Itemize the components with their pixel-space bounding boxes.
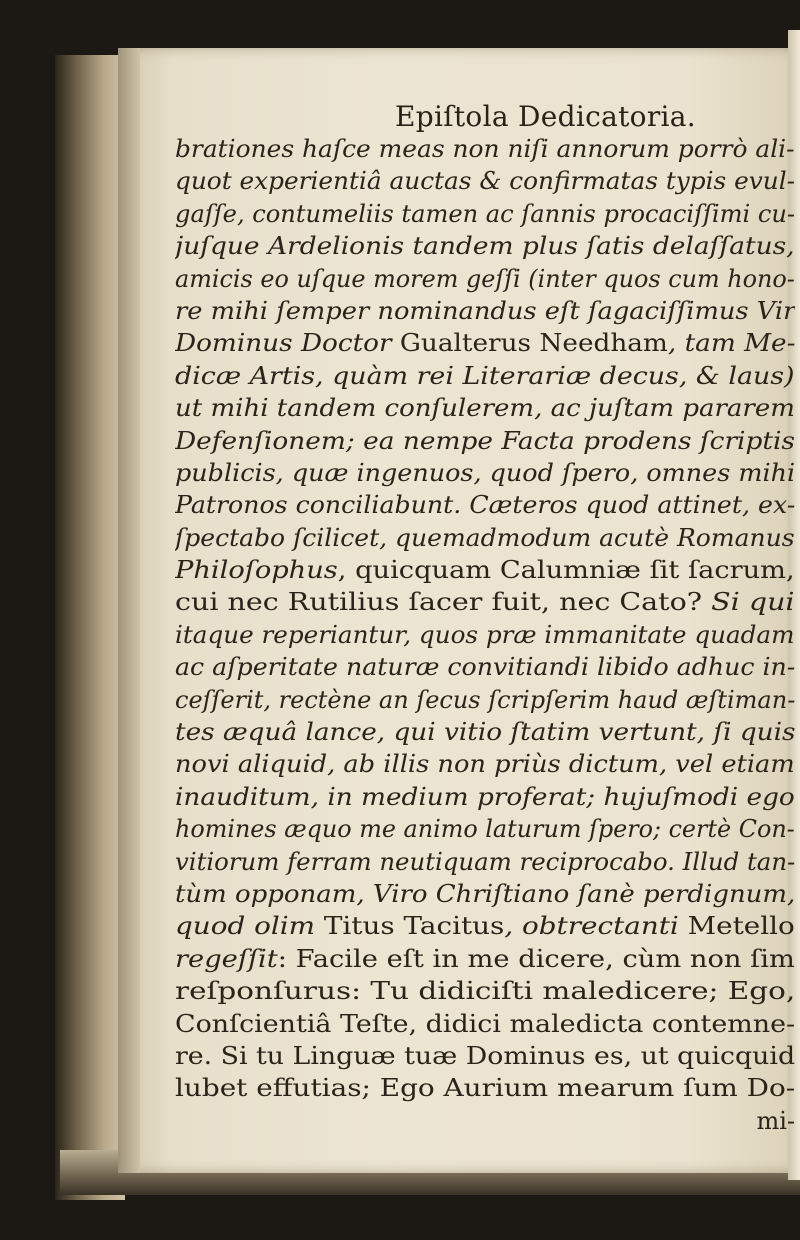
text-line (175, 165, 795, 197)
italic-run: ſpectabo ſcilicet, quemadmodum acutè Romanus (175, 523, 795, 552)
roman-run: Gualterus Needham (399, 329, 668, 358)
text-line (175, 781, 795, 813)
text-line (175, 651, 795, 683)
text-line (175, 1008, 795, 1040)
text-line (175, 619, 795, 651)
text-line (175, 230, 795, 262)
roman-run: cui nec Rutilius ſacer fuit, nec Cato? (175, 588, 712, 617)
italic-run: inauditum, in medium proferat; hujuſmodi ego (175, 782, 795, 811)
italic-run: tes æquâ lance, qui vitio ſtatim vertunt, ſi quis (175, 718, 795, 747)
text-line (175, 133, 795, 165)
italic-run: Defenſionem; ea nempe Facta prodens ſcriptis (175, 426, 795, 455)
text-line (175, 360, 795, 392)
roman-run: Metello (687, 912, 795, 941)
text-line (175, 489, 795, 521)
italic-run: tùm opponam, Viro Chriſtiano ſanè perdignum, (175, 879, 795, 908)
text-line (175, 684, 795, 716)
italic-run: Si qui (711, 588, 795, 617)
roman-run: , quicquam Calumniæ ſit ſacrum, (337, 556, 795, 585)
italic-run: re mihi ſemper nominandus eſt ſagaciſſimus Vir (175, 296, 795, 325)
text-line (175, 1105, 795, 1137)
roman-run: : Facile eſt in me dicere, cùm non ſim (277, 944, 795, 973)
italic-run: ut mihi tandem conſulerem, ac juſtam pararem (175, 394, 795, 423)
italic-run: homines æquo me animo laturum ſpero; certè Con- (175, 815, 795, 844)
italic-run: dicæ Artis, quàm rei Literariæ decus, & laus) (175, 361, 795, 390)
text-line (175, 878, 795, 910)
roman-run: mi- (756, 1106, 795, 1135)
text-line (175, 748, 795, 780)
italic-run: Patronos conciliabunt. Cæteros quod attinet, ex- (175, 491, 795, 520)
text-line (175, 975, 795, 1007)
italic-run: ceſſerit, rectène an ſecus ſcripſerim haud æſtiman- (175, 685, 795, 714)
text-line (175, 198, 795, 230)
text-line (175, 586, 795, 618)
italic-run: vitiorum ferram neutiquam reciprocabo. Illud tan- (175, 847, 795, 876)
italic-run: amicis eo uſque morem geſſi (inter quos cum hono- (175, 264, 795, 293)
italic-run: novi aliquid, ab illis non priùs dictum, vel etiam (175, 750, 795, 779)
italic-run: , obtrectanti (504, 912, 688, 941)
roman-run: lubet effutias; Ego Aurium mearum ſum Do- (175, 1074, 795, 1103)
roman-run: Titus Tacitus (323, 912, 505, 941)
italic-run: regeſſit (175, 944, 278, 973)
text-line (175, 1040, 795, 1072)
text-line (175, 1072, 795, 1104)
italic-run: publicis, quæ ingenuos, quod ſpero, omnes mihi (175, 458, 795, 487)
text-line (175, 813, 795, 845)
italic-run: Philoſophus (175, 556, 338, 585)
text-line (175, 522, 795, 554)
italic-run: ac aſperitate naturæ convitiandi libido adhuc in- (175, 653, 795, 682)
italic-run: , tam Me- (667, 329, 795, 358)
italic-run: quod olim (175, 912, 324, 941)
text-line (175, 943, 795, 975)
italic-run: itaque reperiantur, quos præ immanitate quadam (175, 620, 795, 649)
text-line (175, 846, 795, 878)
text-line (175, 295, 795, 327)
italic-run: gaſſe, contumeliis tamen ac ſannis procaciſſimi cu- (175, 199, 795, 228)
text-line (175, 392, 795, 424)
italic-run: brationes haſce meas non niſi annorum porrò ali- (175, 135, 795, 163)
italic-run: quot experientiâ auctas & confirmatas typis evul- (175, 167, 795, 196)
text-line (175, 716, 795, 748)
italic-run: juſque Ardelionis tandem plus ſatis delaſſatus, (175, 232, 795, 261)
text-line (175, 554, 795, 586)
running-head: Epiſtola Dedicatoria. (395, 100, 696, 133)
roman-run: re. Si tu Linguæ tuæ Dominus es, ut quicquid (175, 1041, 795, 1070)
roman-run: Conſcientiâ Teſte, didici maledicta contemne- (175, 1009, 795, 1038)
roman-run: reſponſurus: Tu didiciſti maledicere; Ego, (175, 977, 795, 1006)
text-line (175, 263, 795, 295)
body-text (175, 133, 795, 1137)
text-line (175, 425, 795, 457)
italic-run: Dominus Doctor (175, 329, 400, 358)
book-binding-edge (55, 55, 125, 1200)
text-line (175, 457, 795, 489)
text-line (175, 910, 795, 942)
page-gutter (118, 48, 140, 1173)
text-line (175, 327, 795, 359)
